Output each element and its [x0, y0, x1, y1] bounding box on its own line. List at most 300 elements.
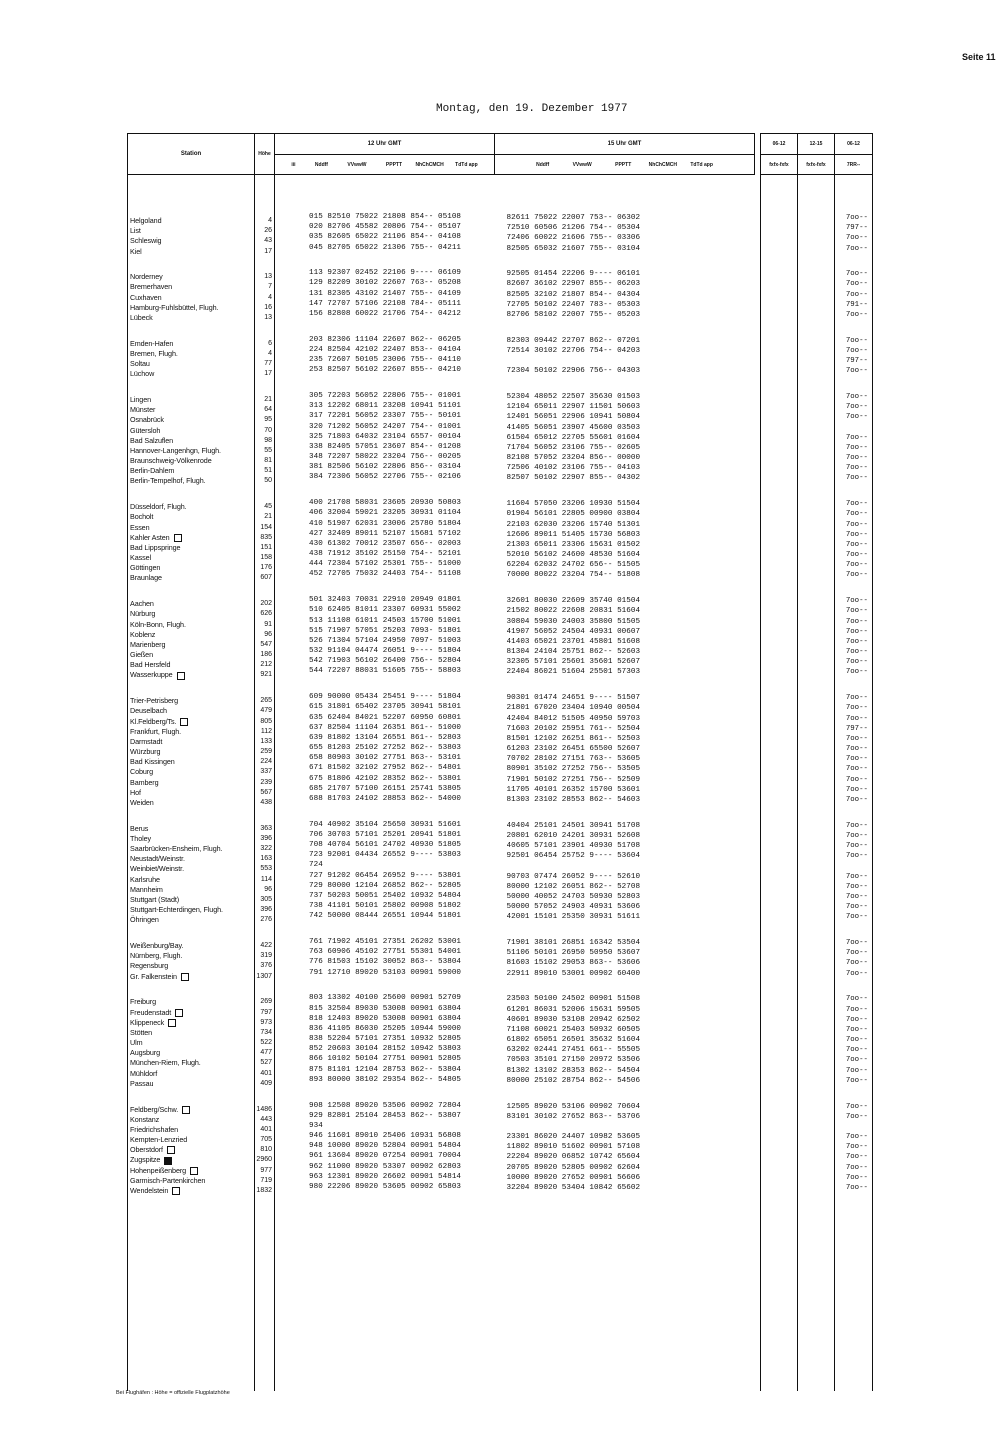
remark-value: 7oo--: [845, 903, 868, 912]
remark-value: 7oo--: [845, 336, 868, 345]
station-name: [128, 415, 254, 425]
obs15-row: 40601 89030 53108 20942 62502: [506, 1015, 641, 1024]
station-label: Freudenstadt: [130, 1007, 172, 1017]
remark-value: 7oo--: [845, 413, 868, 422]
col-vvwww: VVwwW: [347, 161, 367, 168]
remark-value: 7oo--: [845, 607, 868, 616]
remark-value: 7oo--: [845, 520, 868, 529]
obs12-group: [309, 498, 495, 580]
obs15-group: [507, 269, 755, 320]
remark-value: 7oo--: [845, 1112, 868, 1121]
obs12-row: 763 60906 45102 27751 55301 54001: [309, 948, 462, 957]
obs12-row: 637 82504 11104 26351 861-- 51000: [309, 723, 462, 732]
obs15-row: 70702 28102 27151 763-- 53605: [506, 755, 641, 764]
remark-value: 7oo--: [845, 561, 868, 570]
r1-top-header: 06-12: [761, 134, 798, 155]
station-label: Mühldorf: [130, 1068, 158, 1078]
station-height: 607: [260, 574, 272, 582]
station-name: [128, 553, 254, 563]
station-height: 186: [260, 651, 272, 659]
station-height: 626: [260, 610, 272, 618]
obs15-row: 11705 40101 26352 15700 53601: [506, 785, 641, 794]
station-label: Bocholt: [130, 512, 154, 522]
station-height: 81: [264, 457, 272, 465]
obs12-row: 639 81802 13104 26551 861-- 52803: [309, 733, 462, 742]
station-height: 4: [268, 217, 272, 224]
remark-value: 7oo--: [845, 852, 868, 861]
obs15-group: [507, 392, 755, 484]
r2-sub-header: fxfx-fxfx: [798, 155, 835, 175]
obs12-row: 776 81503 15102 30052 863-- 53804: [309, 958, 462, 967]
obs12-row: 946 11601 89010 25406 10931 56808: [309, 1132, 462, 1141]
obs15-row: 80901 35102 27252 756-- 53505: [506, 765, 641, 774]
obs12-row: 875 81101 12104 28753 862-- 53804: [309, 1065, 462, 1074]
station-name: [128, 757, 254, 767]
remark-value: 7oo--: [845, 244, 868, 253]
station-height: 567: [260, 788, 272, 796]
obs15-group: [507, 596, 755, 678]
obs12-row: 655 81203 25102 27252 862-- 53803: [309, 744, 462, 753]
station-name: [128, 216, 254, 226]
station-height: 553: [260, 865, 272, 873]
station-name: [128, 650, 254, 660]
station-label: List: [130, 226, 141, 236]
station-name: [128, 303, 254, 313]
station-group: [128, 824, 254, 926]
remark-value: 7oo--: [845, 1143, 868, 1152]
station-name: [128, 476, 254, 486]
station-name: [128, 339, 254, 349]
station-height: 547: [260, 640, 272, 648]
obs12-row: 253 82507 56102 22607 855-- 04210: [309, 366, 462, 375]
remark-value: 7oo--: [845, 443, 868, 452]
obs12-row: 688 81703 24102 28853 862-- 54000: [309, 795, 462, 803]
station-label: Berlin-Tempelhof, Flugh.: [130, 476, 206, 486]
station-label: Bad Lippspringe: [130, 542, 181, 552]
station-label: Zugspitze: [130, 1155, 161, 1165]
remark-value: 7oo--: [845, 668, 868, 677]
obs12-row: 727 91202 06454 26952 9---- 53801: [309, 871, 462, 880]
station-name: [128, 875, 254, 885]
height-group: [255, 824, 274, 926]
remark-value: 7oo--: [845, 694, 868, 703]
remark-value: 7oo--: [845, 540, 868, 549]
obs12-group: [309, 212, 495, 253]
remark-group: [835, 693, 872, 805]
obs12-row: 320 71202 56052 24207 754-- 01001: [309, 422, 462, 431]
r3-top-header: 06-12: [835, 134, 873, 155]
station-name: [128, 854, 254, 864]
station-label: Schleswig: [130, 236, 162, 246]
obs15-row: 51106 50101 26950 50950 53607: [506, 949, 641, 958]
height-group: [255, 941, 274, 982]
obs15-row: 90301 01474 24651 9---- 51507: [506, 694, 641, 703]
remark-group: [835, 938, 872, 979]
station-name: [128, 1048, 254, 1058]
remark-value: 7oo--: [845, 704, 868, 713]
r1-sub-header: fxfx-fxfx: [761, 155, 798, 175]
obs15-row: 41403 65021 23701 45801 51608: [506, 637, 641, 646]
obs15-row: 22911 89010 53001 00902 60400: [506, 969, 641, 978]
station-label: Passau: [130, 1078, 154, 1088]
station-name: [128, 466, 254, 476]
height-group: [255, 696, 274, 808]
remark-value: 7oo--: [845, 617, 868, 626]
obs12-row: 381 82506 56102 22806 856-- 03104: [309, 463, 462, 472]
obs15-row: 12505 89020 53106 00902 70604: [506, 1102, 641, 1111]
station-height: 17: [264, 247, 272, 255]
square-icon: [180, 718, 188, 726]
station-height: 43: [264, 237, 272, 245]
station-label: Braunlage: [130, 573, 162, 583]
station-label: Bremen, Flugh.: [130, 348, 178, 358]
obs15-row: 61504 65012 22705 55601 01604: [506, 433, 641, 442]
station-name: [128, 563, 254, 573]
station-height: 151: [260, 543, 272, 551]
station-name: [128, 1008, 254, 1018]
station-label: Bad Salzuflen: [130, 435, 174, 445]
station-label: Emden-Hafen: [130, 338, 174, 348]
obs15-row: 42404 84012 51505 40950 59703: [506, 714, 641, 723]
remark-group: [835, 994, 872, 1086]
station-label: Essen: [130, 522, 150, 532]
obs12-row: 724: [309, 861, 323, 870]
station-height: 158: [260, 554, 272, 562]
station-height: 154: [260, 523, 272, 531]
obs12-subheader: [275, 155, 495, 175]
station-label: Lübeck: [130, 313, 153, 322]
obs15-header: 15 Uhr GMT: [495, 134, 755, 155]
obs15-row: 81603 15102 29053 863-- 53606: [506, 959, 641, 968]
obs15-row: 72304 50102 22906 756-- 04303: [506, 367, 641, 376]
station-name: [128, 941, 254, 951]
obs12-row: 737 50203 50051 25402 10932 54804: [309, 892, 462, 900]
station-label: Koblenz: [130, 629, 156, 639]
col15-dew: TdTd app: [690, 161, 713, 168]
remark-value: 7oo--: [845, 597, 868, 606]
obs15-row: 52010 56102 24600 48530 51604: [506, 551, 641, 560]
obs12-row: 348 72207 58022 23204 756-- 00205: [309, 453, 462, 462]
station-height: 438: [260, 799, 272, 806]
obs15-row: 81304 24104 25751 862-- 52603: [506, 648, 641, 657]
obs15-group: [507, 821, 755, 923]
obs12-row: 818 12403 89020 53008 00901 63804: [309, 1014, 462, 1023]
station-name: [128, 696, 254, 706]
obs15-row: 81303 23102 28553 862-- 54603: [506, 796, 641, 804]
station-height: 269: [260, 998, 272, 1006]
station-name: [128, 706, 254, 716]
station-name: [128, 1079, 254, 1089]
remark-value: 7oo--: [845, 648, 868, 657]
station-label: Garmisch-Partenkirchen: [130, 1175, 206, 1185]
obs15-row: 22103 62030 23206 15740 51301: [506, 520, 641, 529]
obs12-row: 962 11000 89020 53307 00902 62803: [309, 1162, 462, 1171]
obs12-row: 615 31801 65402 23705 30941 58101: [309, 703, 462, 712]
station-label: Kahler Asten: [130, 532, 170, 542]
station-name: [128, 1186, 254, 1196]
remark-value: 7oo--: [845, 367, 868, 376]
remark-value: 7oo--: [845, 500, 868, 509]
obs12-row: 129 82209 30102 22607 763-- 05208: [309, 279, 462, 288]
station-label: Deuselbach: [130, 706, 167, 716]
station-name: [128, 670, 254, 680]
station-label: Hannover-Langenhgn, Flugh.: [130, 445, 221, 455]
obs12-row: 203 82306 11104 22607 862-- 06205: [309, 335, 462, 344]
obs15-row: 61802 65051 26501 35632 51604: [506, 1036, 641, 1045]
obs15-row: 32601 80030 22609 35740 01504: [506, 597, 641, 606]
obs12-row: 020 82706 45582 20806 754-- 05107: [309, 223, 462, 232]
remark-value: 7oo--: [845, 403, 868, 412]
obs15-row: 21502 80022 22608 20831 51604: [506, 607, 641, 616]
station-label: Hamburg-Fuhlsbüttel, Flugh.: [130, 302, 219, 312]
station-label: Lingen: [130, 394, 151, 404]
obs12-row: 131 82305 43102 21407 755-- 04109: [309, 289, 462, 298]
obs12-row: 836 41105 86030 25205 10944 59000: [309, 1024, 462, 1033]
station-name: [128, 543, 254, 553]
station-name: [128, 1135, 254, 1145]
station-name: [128, 1028, 254, 1038]
station-name: [128, 997, 254, 1007]
station-name: [128, 620, 254, 630]
remark-group: [835, 392, 872, 484]
obs12-row: 948 10000 89020 52804 00901 54804: [309, 1142, 462, 1151]
obs15-row: 72510 60506 21206 754-- 05304: [506, 224, 641, 233]
obs12-row: 045 82705 65022 21306 755-- 04211: [309, 243, 462, 252]
obs12-row: 961 13604 89020 07254 00901 70004: [309, 1152, 462, 1161]
obs12-row: 761 71902 45101 27351 26202 53001: [309, 938, 462, 947]
station-name: [128, 1125, 254, 1135]
obs15-row: [507, 1122, 755, 1132]
station-name: [128, 369, 254, 379]
height-group: [255, 216, 274, 257]
remark-value: 7oo--: [845, 234, 868, 243]
obs12-row: 400 21708 58031 23605 20930 50803: [309, 499, 462, 508]
obs12-row: 224 82504 42102 22407 853-- 04104: [309, 345, 462, 354]
obs15-row: 10000 89020 27652 00901 56606: [506, 1173, 641, 1182]
remark-value: 7oo--: [845, 290, 868, 299]
station-height: 409: [260, 1079, 272, 1087]
obs15-row: 41907 56052 24504 40931 00607: [506, 627, 641, 636]
station-label: Würzburg: [130, 747, 161, 757]
station-height: 363: [260, 824, 272, 832]
station-height: 13: [264, 314, 272, 321]
remark-value: 7oo--: [845, 734, 868, 743]
remark-value: 7oo--: [845, 1046, 868, 1055]
obs15-row: 82505 65032 21607 755-- 03104: [506, 244, 641, 253]
obs12-row: 235 72607 50105 23006 755-- 04110: [309, 356, 462, 365]
height-group: [255, 272, 274, 323]
station-name: [128, 798, 254, 808]
obs12-row: 635 62404 84021 52207 60950 60801: [309, 713, 462, 722]
square-icon: [182, 1106, 190, 1114]
station-height: 396: [260, 906, 272, 914]
obs12-group: [309, 692, 495, 804]
obs15-row: 22204 89020 06852 10742 65604: [506, 1153, 641, 1162]
remark-value: 797--: [845, 224, 868, 233]
obs12-row: 671 81502 32102 27952 862-- 54801: [309, 764, 462, 773]
station-label: Weinbiet/Weinstr.: [130, 864, 184, 874]
remark-value: 7oo--: [845, 1005, 868, 1014]
remark-value: 791--: [845, 300, 868, 309]
obs12-row: 929 82801 25104 28453 862-- 53807: [309, 1111, 462, 1120]
obs15-row: 72514 30102 22706 754-- 04203: [506, 346, 641, 355]
obs12-row: 980 22206 89020 53605 00902 65803: [309, 1183, 462, 1191]
station-height: 163: [260, 855, 272, 863]
obs15-row: 52304 48052 22507 35630 01503: [506, 392, 641, 401]
obs12-row: 542 71903 56102 26400 756-- 52804: [309, 657, 462, 666]
obs15-row: 42001 15101 25350 30931 51611: [506, 913, 641, 922]
station-label: Gütersloh: [130, 425, 161, 435]
obs15-group: [507, 693, 755, 805]
obs12-row: 791 12710 89020 53103 00901 59000: [309, 968, 462, 977]
obs12-row: 729 80000 12104 26852 862-- 52805: [309, 881, 462, 890]
obs15-row: 81302 13102 28353 862-- 54504: [506, 1066, 641, 1075]
station-label: Kassel: [130, 553, 151, 563]
remark-value: 7oo--: [845, 270, 868, 279]
obs12-row: 338 82405 57051 23607 854-- 01208: [309, 442, 462, 451]
station-height: 7: [268, 283, 272, 291]
obs12-group: [309, 335, 495, 376]
station-name: [128, 512, 254, 522]
station-label: Nürnberg, Flugh.: [130, 951, 183, 961]
obs15-row: 82303 09442 22707 862-- 07201: [506, 336, 641, 345]
station-name: [128, 834, 254, 844]
obs12-row: 452 72705 75032 24403 754-- 51108: [309, 570, 462, 579]
station-name: [128, 436, 254, 446]
station-height: 337: [260, 768, 272, 776]
station-label: Aachen: [130, 599, 154, 609]
obs15-row: 71108 60021 25403 50932 60505: [506, 1025, 641, 1034]
obs15-row: [507, 356, 755, 366]
obs12-row: 609 90000 05434 25451 9---- 51804: [309, 693, 462, 702]
col-nddff: Nddff: [314, 161, 328, 168]
station-label: Gr. Falkenstein: [130, 971, 177, 981]
station-name: [128, 426, 254, 436]
obs12-row: 406 32004 59021 23205 30931 01104: [309, 509, 462, 518]
station-label: Hohenpeißenberg: [130, 1165, 187, 1175]
remark-value: 7oo--: [845, 882, 868, 891]
obs15-row: 82611 75022 22007 753-- 06302: [506, 214, 641, 222]
station-name: [128, 717, 254, 727]
station-height: 64: [264, 406, 272, 414]
obs12-row: 685 21707 57100 26151 25741 53805: [309, 784, 462, 793]
station-height: 479: [260, 707, 272, 715]
station-name: [128, 1038, 254, 1048]
remark-value: 7oo--: [845, 831, 868, 840]
station-name: [128, 523, 254, 533]
remark-value: 7oo--: [845, 1133, 868, 1142]
station-name: [128, 972, 254, 982]
square-icon: [168, 1019, 176, 1027]
remark-group: [835, 499, 872, 581]
station-height: 522: [260, 1039, 272, 1047]
obs12-row: 313 12202 68011 23208 10941 51101: [309, 402, 462, 411]
station-name: [128, 788, 254, 798]
col15-pppt: PPPTT: [615, 161, 632, 168]
square-icon: [172, 1187, 180, 1195]
remark-value: 7oo--: [845, 280, 868, 289]
obs12-group: [309, 993, 495, 1085]
station-height: 527: [260, 1059, 272, 1067]
remark-value: 7oo--: [845, 1076, 868, 1085]
obs12-row: 738 41101 50101 25802 00908 51802: [309, 902, 462, 911]
station-height: 719: [260, 1176, 272, 1184]
station-label: Cuxhaven: [130, 292, 162, 302]
station-label: Göttingen: [130, 563, 161, 573]
remark-value: 7oo--: [845, 1025, 868, 1034]
station-name: [128, 951, 254, 961]
station-label: Frankfurt, Flugh.: [130, 726, 182, 736]
remark-value: 7oo--: [845, 1036, 868, 1045]
obs15-group: [507, 938, 755, 979]
station-name: [128, 895, 254, 905]
station-label: Stuttgart-Echterdingen, Flugh.: [130, 905, 223, 915]
obs15-row: 92501 06454 25752 9---- 53604: [506, 852, 641, 861]
obs15-row: 41405 56051 23907 45600 03503: [506, 423, 641, 432]
obs15-row: 32204 89020 53404 10842 65602: [506, 1184, 641, 1192]
obs12-row: 147 72707 57106 22108 784-- 05111: [309, 299, 462, 308]
obs15-row: 82108 57052 23204 856-- 00000: [506, 454, 641, 463]
obs12-row: 963 12301 89020 26602 00901 54814: [309, 1172, 462, 1181]
station-group: [128, 997, 254, 1089]
col15-vvwww: VVwwW: [572, 161, 592, 168]
station-label: Marienberg: [130, 639, 166, 649]
remark-value: 7oo--: [845, 796, 868, 804]
obs15-row: 71901 50102 27251 756-- 52509: [506, 775, 641, 784]
obs12-row: 708 40704 56101 24702 40930 51805: [309, 841, 462, 850]
station-name: [128, 630, 254, 640]
station-label: Weiden: [130, 798, 154, 807]
obs12-row: 317 72201 56052 23307 755-- 50101: [309, 412, 462, 421]
remark-value: 7oo--: [845, 510, 868, 519]
r3-sub-header: 7RR--: [835, 155, 873, 175]
station-name: [128, 961, 254, 971]
remark-value: 7oo--: [845, 949, 868, 958]
obs15-row: 62204 62032 24702 656-- 51505: [506, 561, 641, 570]
obs15-row: 83101 30102 27652 863-- 53706: [506, 1112, 641, 1121]
obs12-row: 893 80000 38102 29354 862-- 54805: [309, 1075, 462, 1084]
remark-value: 7oo--: [845, 1153, 868, 1162]
station-height: 212: [260, 661, 272, 669]
obs12-row: 501 32403 70031 22910 20949 01801: [309, 596, 462, 605]
obs15-row: 22404 86021 51604 25501 57303: [506, 668, 641, 677]
station-label: Konstanz: [130, 1114, 160, 1124]
station-label: Trier-Petrisberg: [130, 696, 179, 706]
station-label: Kiel: [130, 246, 142, 256]
station-label: Bamberg: [130, 777, 159, 787]
station-name: [128, 573, 254, 583]
station-height: 95: [264, 416, 272, 424]
station-name: [128, 1176, 254, 1186]
station-height: 810: [260, 1146, 272, 1154]
square-icon: [190, 1167, 198, 1175]
station-height: 977: [260, 1166, 272, 1174]
height-group: [255, 339, 274, 380]
station-height: 70: [264, 426, 272, 434]
remark-value: 7oo--: [845, 842, 868, 851]
square-icon: [177, 672, 185, 680]
station-list: [128, 175, 254, 1196]
remark-value: 7oo--: [845, 658, 868, 667]
obs12-group: [309, 937, 495, 978]
remark-value: 7oo--: [845, 627, 868, 636]
station-height: 422: [260, 942, 272, 950]
station-group: [128, 1105, 254, 1197]
station-label: Gießen: [130, 650, 153, 660]
station-name: [128, 864, 254, 874]
station-height: 401: [260, 1125, 272, 1133]
station-label: Darmstadt: [130, 736, 163, 746]
